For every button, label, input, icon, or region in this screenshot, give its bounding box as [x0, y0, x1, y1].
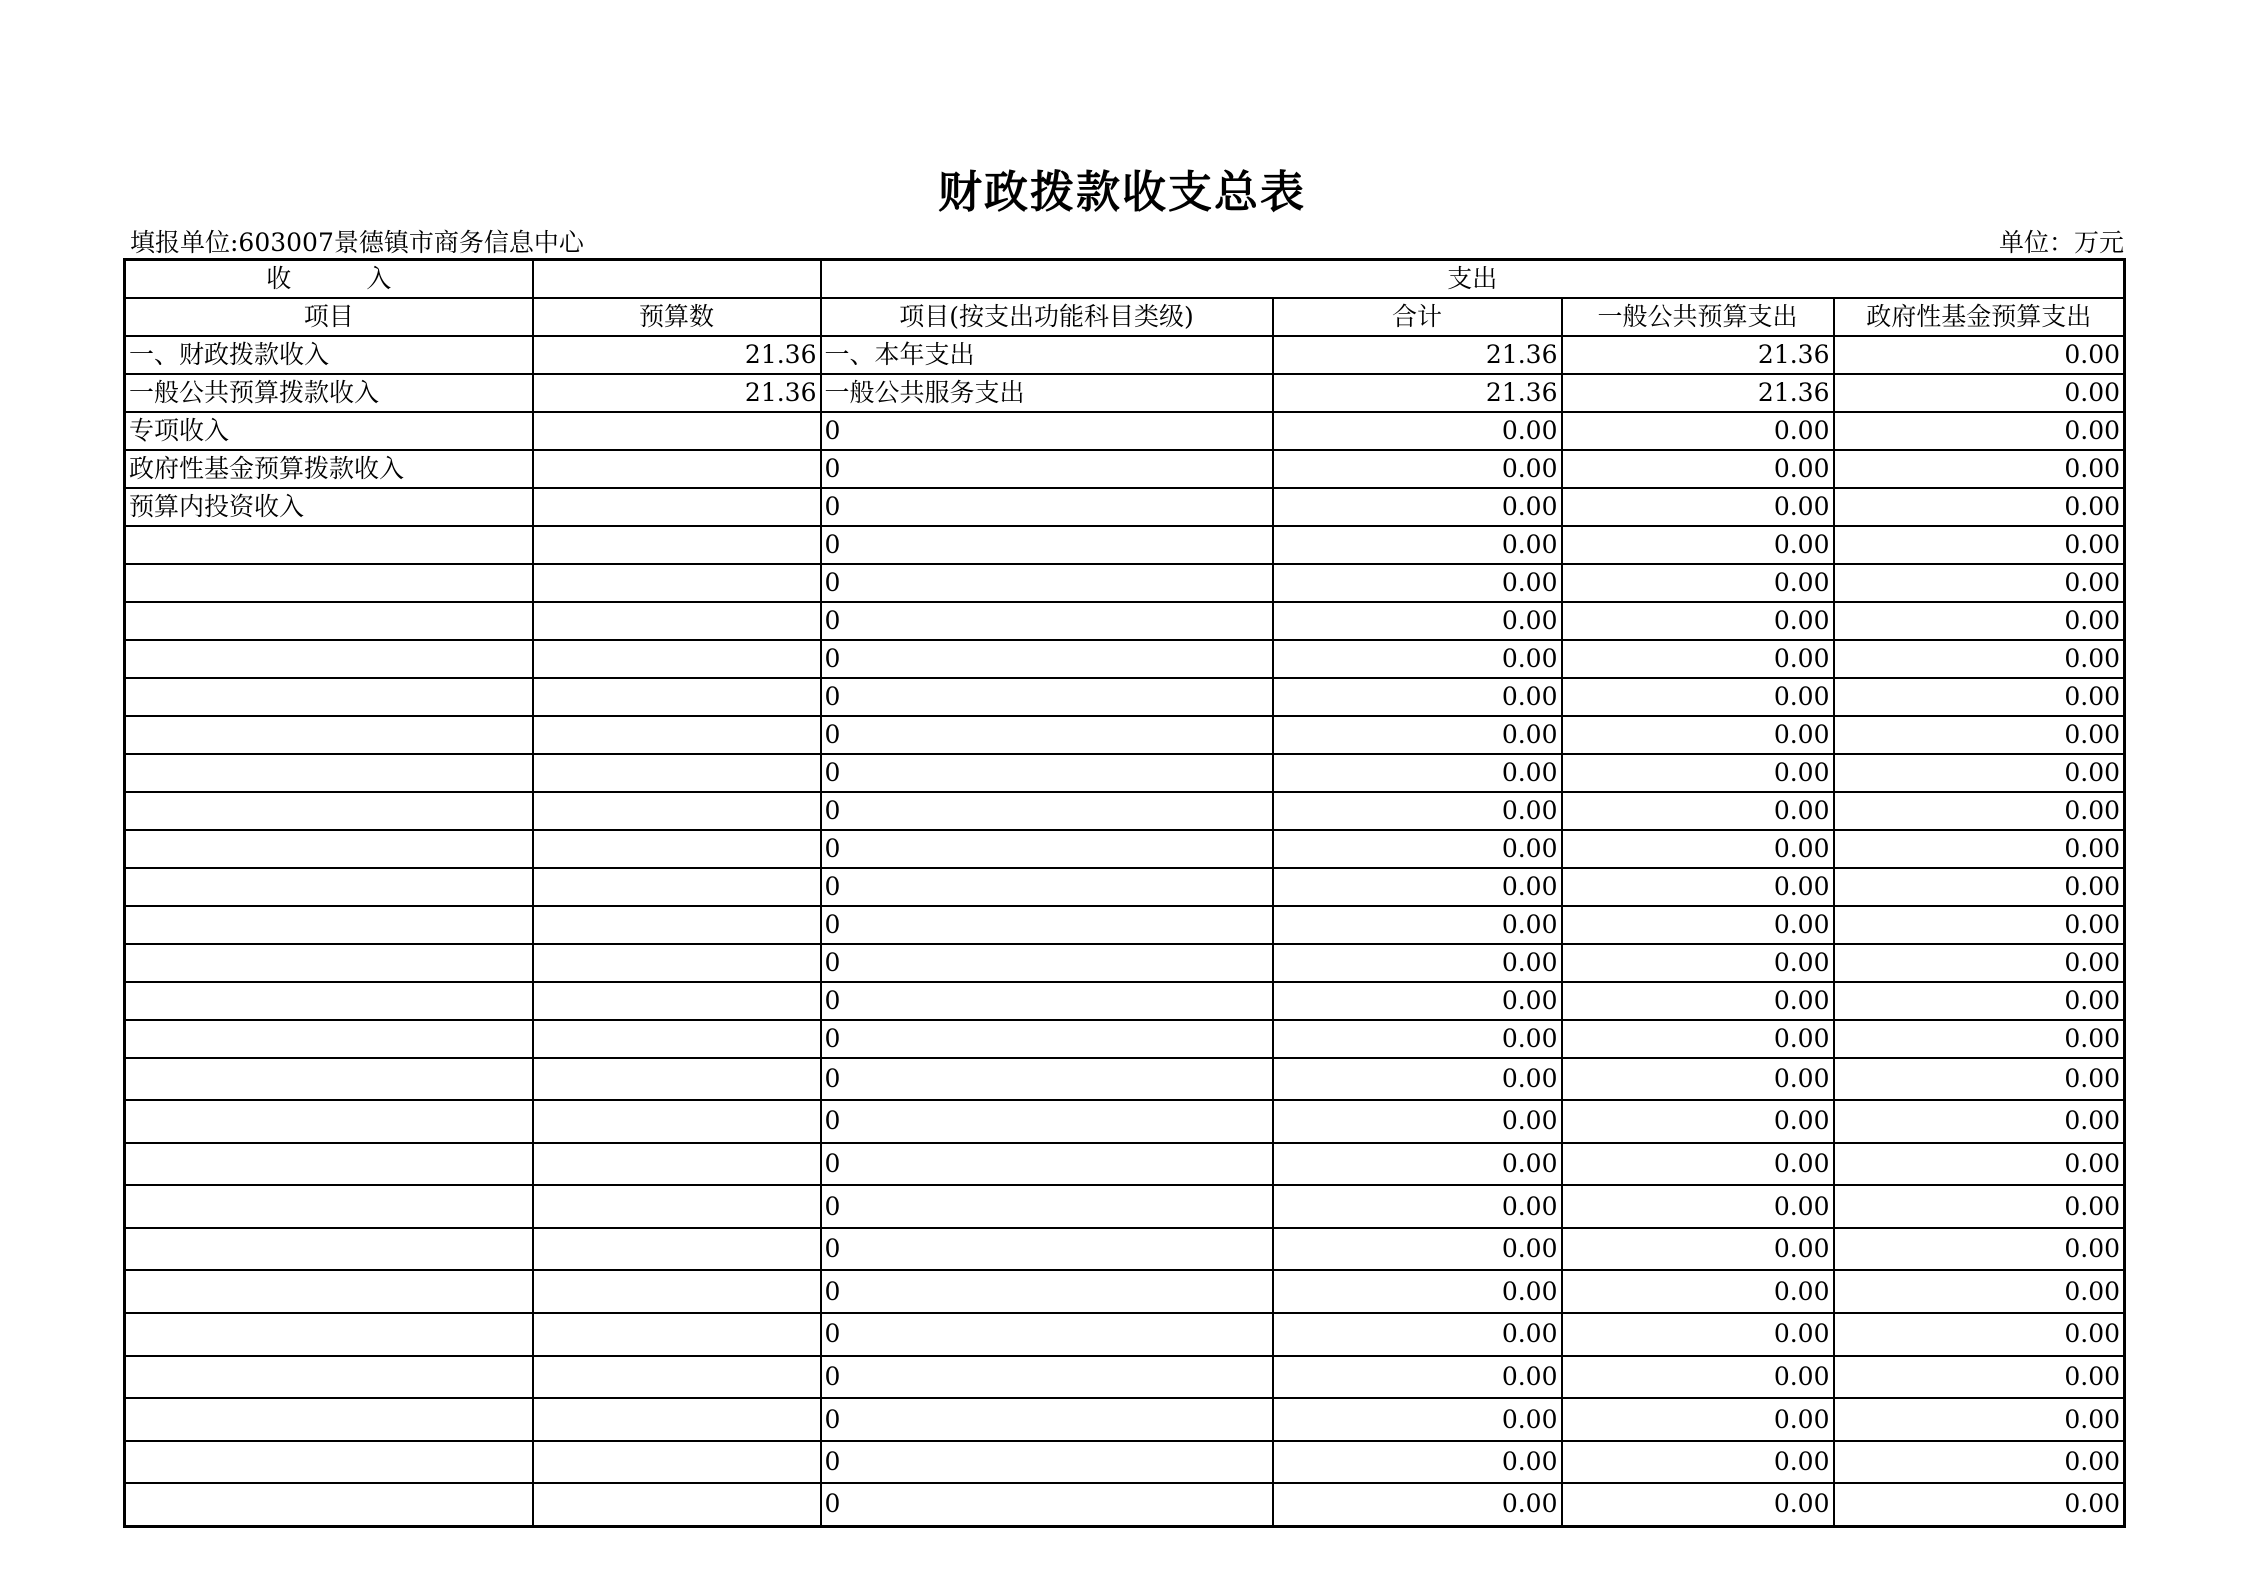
expense-item-cell: 0 — [821, 1441, 1273, 1484]
expense-item-header: 项目(按支出功能科目类级) — [821, 298, 1273, 336]
header-row-groups — [125, 260, 2125, 298]
total-cell: 0.00 — [1273, 792, 1562, 830]
table-row — [125, 678, 2125, 716]
general-public-cell: 0.00 — [1562, 868, 1834, 906]
general-public-cell: 0.00 — [1562, 564, 1834, 602]
expense-item-cell: 0 — [821, 450, 1273, 488]
general-public-cell: 0.00 — [1562, 1058, 1834, 1101]
expense-item-cell: 0 — [821, 944, 1273, 982]
income-item-cell: 一、财政拨款收入 — [125, 336, 533, 374]
general-public-cell: 0.00 — [1562, 602, 1834, 640]
gov-fund-cell: 0.00 — [1834, 1398, 2125, 1441]
table-row — [125, 1185, 2125, 1228]
general-public-cell: 0.00 — [1562, 1441, 1834, 1484]
budget-cell — [533, 412, 821, 450]
total-cell: 0.00 — [1273, 1441, 1562, 1484]
expense-item-cell: 0 — [821, 602, 1273, 640]
table-row — [125, 982, 2125, 1020]
budget-cell — [533, 602, 821, 640]
table-row — [125, 1483, 2125, 1526]
income-item-cell — [125, 982, 533, 1020]
table-row — [125, 906, 2125, 944]
table-row — [125, 1100, 2125, 1143]
general-public-cell: 0.00 — [1562, 1143, 1834, 1186]
table-row — [125, 754, 2125, 792]
income-item-cell — [125, 678, 533, 716]
total-cell: 0.00 — [1273, 906, 1562, 944]
expense-item-cell: 0 — [821, 1313, 1273, 1356]
income-item-cell — [125, 1313, 533, 1356]
expense-item-cell: 0 — [821, 906, 1273, 944]
income-item-cell — [125, 906, 533, 944]
budget-cell — [533, 1398, 821, 1441]
total-cell: 21.36 — [1273, 336, 1562, 374]
expense-item-cell: 0 — [821, 564, 1273, 602]
income-item-cell — [125, 602, 533, 640]
total-cell: 0.00 — [1273, 564, 1562, 602]
general-public-header: 一般公共预算支出 — [1562, 298, 1834, 336]
gov-fund-cell: 0.00 — [1834, 602, 2125, 640]
budget-cell: 21.36 — [533, 336, 821, 374]
gov-fund-cell: 0.00 — [1834, 336, 2125, 374]
total-header: 合计 — [1273, 298, 1562, 336]
table-row — [125, 336, 2125, 374]
gov-fund-cell: 0.00 — [1834, 1313, 2125, 1356]
expense-item-cell: 0 — [821, 1483, 1273, 1526]
expense-item-cell: 0 — [821, 1270, 1273, 1313]
income-item-cell — [125, 1228, 533, 1271]
expense-item-cell: 0 — [821, 1398, 1273, 1441]
income-item-cell — [125, 564, 533, 602]
general-public-cell: 0.00 — [1562, 1270, 1834, 1313]
total-cell: 0.00 — [1273, 1313, 1562, 1356]
header-row-columns — [125, 298, 2125, 336]
total-cell: 0.00 — [1273, 602, 1562, 640]
total-cell: 0.00 — [1273, 1356, 1562, 1399]
income-item-cell: 预算内投资收入 — [125, 488, 533, 526]
total-cell: 0.00 — [1273, 526, 1562, 564]
expense-item-cell: 0 — [821, 412, 1273, 450]
total-cell: 0.00 — [1273, 1270, 1562, 1313]
table-row — [125, 1356, 2125, 1399]
budget-cell — [533, 1270, 821, 1313]
income-item-cell — [125, 1483, 533, 1526]
budget-cell — [533, 1483, 821, 1526]
expense-item-cell: 0 — [821, 716, 1273, 754]
budget-cell — [533, 754, 821, 792]
income-item-cell: 一般公共预算拨款收入 — [125, 374, 533, 412]
general-public-cell: 0.00 — [1562, 716, 1834, 754]
table-row — [125, 1020, 2125, 1058]
gov-fund-cell: 0.00 — [1834, 1441, 2125, 1484]
gov-fund-cell: 0.00 — [1834, 1356, 2125, 1399]
budget-cell — [533, 678, 821, 716]
income-item-cell — [125, 526, 533, 564]
gov-fund-cell: 0.00 — [1834, 982, 2125, 1020]
budget-cell — [533, 1100, 821, 1143]
gov-fund-cell: 0.00 — [1834, 830, 2125, 868]
expense-item-cell: 0 — [821, 1185, 1273, 1228]
total-cell: 0.00 — [1273, 450, 1562, 488]
table-row — [125, 1143, 2125, 1186]
expense-item-cell: 0 — [821, 1100, 1273, 1143]
general-public-cell: 0.00 — [1562, 640, 1834, 678]
gov-fund-cell: 0.00 — [1834, 792, 2125, 830]
general-public-cell: 0.00 — [1562, 1228, 1834, 1271]
gov-fund-cell: 0.00 — [1834, 374, 2125, 412]
table-row — [125, 830, 2125, 868]
budget-cell — [533, 830, 821, 868]
total-cell: 0.00 — [1273, 982, 1562, 1020]
total-cell: 0.00 — [1273, 1020, 1562, 1058]
total-cell: 0.00 — [1273, 716, 1562, 754]
general-public-cell: 0.00 — [1562, 1398, 1834, 1441]
budget-cell — [533, 1185, 821, 1228]
gov-fund-cell: 0.00 — [1834, 944, 2125, 982]
general-public-cell: 0.00 — [1562, 1100, 1834, 1143]
gov-fund-cell: 0.00 — [1834, 488, 2125, 526]
expense-item-cell: 0 — [821, 868, 1273, 906]
general-public-cell: 0.00 — [1562, 450, 1834, 488]
gov-fund-cell: 0.00 — [1834, 678, 2125, 716]
gov-fund-cell: 0.00 — [1834, 716, 2125, 754]
general-public-cell: 0.00 — [1562, 526, 1834, 564]
total-cell: 0.00 — [1273, 1483, 1562, 1526]
general-public-cell: 0.00 — [1562, 1356, 1834, 1399]
table-row — [125, 1441, 2125, 1484]
table-row — [125, 640, 2125, 678]
total-cell: 0.00 — [1273, 1058, 1562, 1101]
total-cell: 0.00 — [1273, 640, 1562, 678]
general-public-cell: 0.00 — [1562, 1483, 1834, 1526]
expense-group-header: 支出 — [821, 260, 2125, 298]
gov-fund-cell: 0.00 — [1834, 412, 2125, 450]
gov-fund-cell: 0.00 — [1834, 1483, 2125, 1526]
income-item-cell — [125, 1185, 533, 1228]
gov-fund-cell: 0.00 — [1834, 754, 2125, 792]
expense-item-cell: 0 — [821, 830, 1273, 868]
total-cell: 0.00 — [1273, 1228, 1562, 1271]
gov-fund-cell: 0.00 — [1834, 1185, 2125, 1228]
general-public-cell: 21.36 — [1562, 374, 1834, 412]
income-item-cell — [125, 792, 533, 830]
general-public-cell: 0.00 — [1562, 982, 1834, 1020]
income-item-cell — [125, 1270, 533, 1313]
budget-cell — [533, 1020, 821, 1058]
budget-cell — [533, 1228, 821, 1271]
total-cell: 0.00 — [1273, 1398, 1562, 1441]
general-public-cell: 0.00 — [1562, 1185, 1834, 1228]
total-cell: 21.36 — [1273, 374, 1562, 412]
total-cell: 0.00 — [1273, 868, 1562, 906]
total-cell: 0.00 — [1273, 944, 1562, 982]
budget-cell — [533, 526, 821, 564]
expense-item-cell: 0 — [821, 678, 1273, 716]
income-item-cell: 政府性基金预算拨款收入 — [125, 450, 533, 488]
gov-fund-cell: 0.00 — [1834, 1143, 2125, 1186]
table-row — [125, 792, 2125, 830]
general-public-cell: 0.00 — [1562, 678, 1834, 716]
page-title: 财政拨款收支总表 — [938, 167, 1306, 218]
expense-item-cell: 0 — [821, 1058, 1273, 1101]
table-row — [125, 1058, 2125, 1101]
gov-fund-cell: 0.00 — [1834, 906, 2125, 944]
gov-fund-cell: 0.00 — [1834, 526, 2125, 564]
budget-cell — [533, 564, 821, 602]
table-row — [125, 944, 2125, 982]
general-public-cell: 0.00 — [1562, 488, 1834, 526]
expense-item-cell: 0 — [821, 640, 1273, 678]
table-row — [125, 412, 2125, 450]
total-cell: 0.00 — [1273, 1185, 1562, 1228]
general-public-cell: 21.36 — [1562, 336, 1834, 374]
income-item-cell — [125, 640, 533, 678]
total-cell: 0.00 — [1273, 1143, 1562, 1186]
gov-fund-cell: 0.00 — [1834, 1020, 2125, 1058]
income-group-header-blank — [533, 260, 821, 298]
general-public-cell: 0.00 — [1562, 944, 1834, 982]
total-cell: 0.00 — [1273, 488, 1562, 526]
general-public-cell: 0.00 — [1562, 412, 1834, 450]
expense-item-cell: 0 — [821, 1143, 1273, 1186]
total-cell: 0.00 — [1273, 678, 1562, 716]
budget-header: 预算数 — [533, 298, 821, 336]
income-item-cell — [125, 1100, 533, 1143]
table-row — [125, 716, 2125, 754]
table-row — [125, 868, 2125, 906]
budget-cell — [533, 716, 821, 754]
income-item-cell — [125, 1356, 533, 1399]
currency-unit-label: 单位：万元 — [1998, 228, 2124, 257]
income-item-cell — [125, 830, 533, 868]
budget-cell — [533, 982, 821, 1020]
table-row — [125, 450, 2125, 488]
income-item-cell — [125, 1058, 533, 1101]
expense-item-cell: 一般公共服务支出 — [821, 374, 1273, 412]
general-public-cell: 0.00 — [1562, 792, 1834, 830]
expense-item-cell: 0 — [821, 982, 1273, 1020]
fill-unit-label: 填报单位:603007景德镇市商务信息中心 — [130, 228, 584, 257]
expense-item-cell: 0 — [821, 754, 1273, 792]
expense-item-cell: 0 — [821, 1356, 1273, 1399]
gov-fund-cell: 0.00 — [1834, 564, 2125, 602]
general-public-cell: 0.00 — [1562, 1313, 1834, 1356]
budget-cell — [533, 1356, 821, 1399]
gov-fund-cell: 0.00 — [1834, 1270, 2125, 1313]
total-cell: 0.00 — [1273, 754, 1562, 792]
table-row — [125, 1398, 2125, 1441]
total-cell: 0.00 — [1273, 1100, 1562, 1143]
income-item-cell — [125, 1143, 533, 1186]
income-item-cell — [125, 754, 533, 792]
gov-fund-header: 政府性基金预算支出 — [1834, 298, 2125, 336]
table-row — [125, 1313, 2125, 1356]
table-row — [125, 602, 2125, 640]
general-public-cell: 0.00 — [1562, 1020, 1834, 1058]
fiscal-summary-table — [123, 258, 2126, 1528]
expense-item-cell: 0 — [821, 488, 1273, 526]
budget-cell — [533, 906, 821, 944]
general-public-cell: 0.00 — [1562, 906, 1834, 944]
table-row — [125, 488, 2125, 526]
table-row — [125, 1270, 2125, 1313]
table-row — [125, 526, 2125, 564]
general-public-cell: 0.00 — [1562, 830, 1834, 868]
income-item-cell — [125, 1441, 533, 1484]
table-row — [125, 1228, 2125, 1271]
income-item-cell — [125, 1398, 533, 1441]
budget-cell — [533, 450, 821, 488]
expense-item-cell: 0 — [821, 792, 1273, 830]
income-item-cell — [125, 1020, 533, 1058]
expense-item-cell: 0 — [821, 526, 1273, 564]
budget-cell — [533, 792, 821, 830]
total-cell: 0.00 — [1273, 412, 1562, 450]
income-item-header: 项目 — [125, 298, 533, 336]
income-item-cell — [125, 716, 533, 754]
gov-fund-cell: 0.00 — [1834, 1100, 2125, 1143]
income-item-cell — [125, 868, 533, 906]
gov-fund-cell: 0.00 — [1834, 1058, 2125, 1101]
budget-cell — [533, 868, 821, 906]
budget-cell — [533, 640, 821, 678]
expense-item-cell: 0 — [821, 1020, 1273, 1058]
budget-cell — [533, 488, 821, 526]
budget-cell: 21.36 — [533, 374, 821, 412]
income-item-cell — [125, 944, 533, 982]
gov-fund-cell: 0.00 — [1834, 1228, 2125, 1271]
gov-fund-cell: 0.00 — [1834, 868, 2125, 906]
table-row — [125, 564, 2125, 602]
budget-cell — [533, 1441, 821, 1484]
budget-cell — [533, 1313, 821, 1356]
budget-cell — [533, 1058, 821, 1101]
expense-item-cell: 0 — [821, 1228, 1273, 1271]
gov-fund-cell: 0.00 — [1834, 450, 2125, 488]
budget-cell — [533, 1143, 821, 1186]
budget-cell — [533, 944, 821, 982]
income-group-header: 收 入 — [125, 260, 533, 298]
total-cell: 0.00 — [1273, 830, 1562, 868]
income-item-cell: 专项收入 — [125, 412, 533, 450]
table-row — [125, 374, 2125, 412]
gov-fund-cell: 0.00 — [1834, 640, 2125, 678]
expense-item-cell: 一、本年支出 — [821, 336, 1273, 374]
general-public-cell: 0.00 — [1562, 754, 1834, 792]
